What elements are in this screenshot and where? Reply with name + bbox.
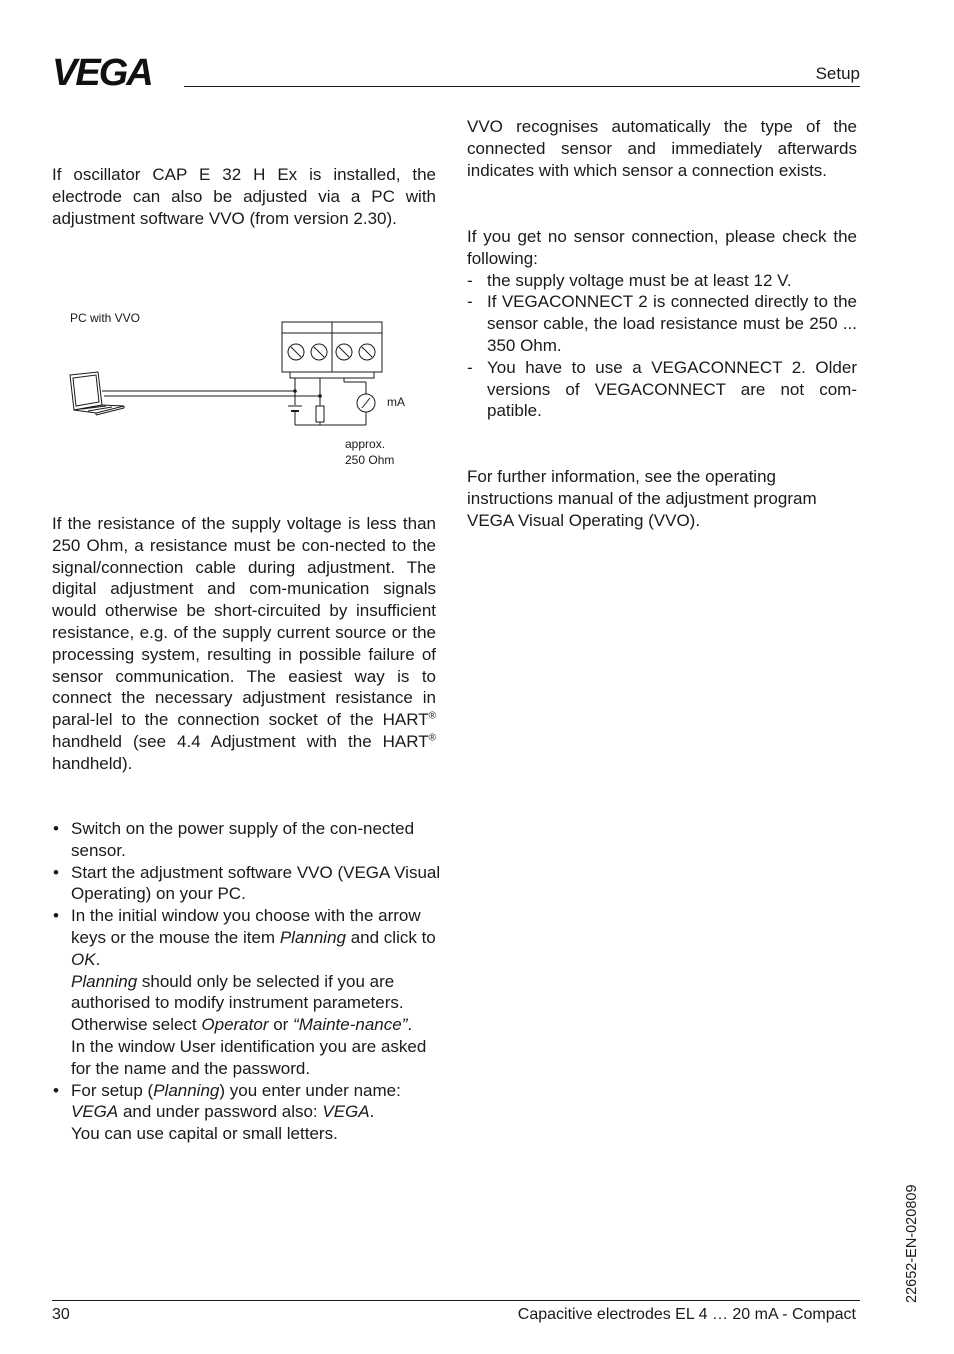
circuit-wires	[295, 378, 366, 425]
battery-icon	[288, 406, 302, 411]
svg-text:VEGA: VEGA	[52, 55, 152, 87]
resistance-paragraph	[52, 513, 436, 775]
list-item: • Start the adjustment software VVO (VEGA Visual Operating) on your PC.	[52, 862, 446, 906]
junction-dot	[293, 389, 297, 393]
resistance-text-end: handheld).	[52, 753, 133, 773]
vega-logo	[52, 55, 170, 87]
troubleshooting-intro: If you get no sensor connection, please check the following:	[467, 227, 857, 268]
registered-mark: ®	[428, 732, 436, 744]
list-item: • For setup (Planning) you enter under name: VEGA and under password also: VEGA. You can use capital or small letters.	[52, 1080, 446, 1145]
laptop-icon	[70, 372, 124, 415]
list-item: - If VEGACONNECT 2 is connected directly to the sensor cable, the load resistance must be 250 ... 350 Ohm.	[467, 291, 857, 356]
header-rule	[184, 86, 860, 87]
recognition-paragraph: VVO recognises automatically the type of the connected sensor and immediately afterwards indicates with which sensor a connection exists.	[467, 117, 857, 180]
resistor-icon	[316, 405, 324, 425]
pc-label: PC with VVO	[70, 311, 141, 325]
document-id: 22652-EN-020809	[904, 1184, 920, 1303]
resistor-label-line2: 250 Ohm	[345, 453, 395, 467]
list-item: - the supply voltage must be at least 12 V.	[467, 270, 857, 292]
section-label: Setup	[815, 64, 860, 83]
further-info-paragraph: For further information, see the operating instructions manual of the adjustment program VEGA Visual Operating (VVO).	[467, 467, 817, 530]
resistance-text-mid: handheld (see 4.4 Adjustment with the HART	[52, 731, 429, 751]
registered-mark: ®	[428, 710, 436, 722]
intro-paragraph	[52, 164, 436, 229]
connection-diagram	[52, 300, 442, 485]
footer-rule	[52, 1300, 860, 1301]
list-item: - You have to use a VEGACONNECT 2. Older versions of VEGACONNECT are not com-patible.	[467, 357, 857, 422]
footer-title: Capacitive electrodes EL 4 … 20 mA - Compact	[517, 1306, 856, 1323]
list-item: • In the initial window you choose with the arrow keys or the mouse the item Planning and click to OK. Planning should only be selected if you are authorised to modify instrument parameters. Otherwise select Operator or “Mainte-nance”. In the window User identification you are asked for the name and the password.	[52, 905, 446, 1079]
meter-label: mA	[387, 395, 405, 409]
junction-dot	[318, 394, 322, 398]
troubleshooting-block	[467, 226, 857, 422]
ammeter-icon	[357, 394, 375, 412]
check-list	[467, 270, 857, 423]
page-number: 30	[52, 1306, 70, 1323]
intro-text: If oscillator CAP E 32 H Ex is installed, the electrode can also be adjusted via a PC with adjustment software VVO (from version 2.30).	[52, 165, 436, 228]
resistor-label-line1: approx.	[345, 437, 386, 451]
list-item: • Switch on the power supply of the con-nected sensor.	[52, 818, 446, 862]
resistance-text: If the resistance of the supply voltage is less than 250 Ohm, a resistance must be con-nected to the signal/connection cable during adjustment. The digital adjustment and com-munication signals would otherwise be short-circuited by insufficient resistance, e.g. of the supply current source or the processing system, resulting in possible failure of sensor communication. The easiest way is to connect the necessary adjustment resistance in paral-lel to the connection socket of the HART	[52, 514, 436, 730]
setup-steps-list	[52, 818, 446, 1145]
terminal-block	[282, 322, 382, 378]
